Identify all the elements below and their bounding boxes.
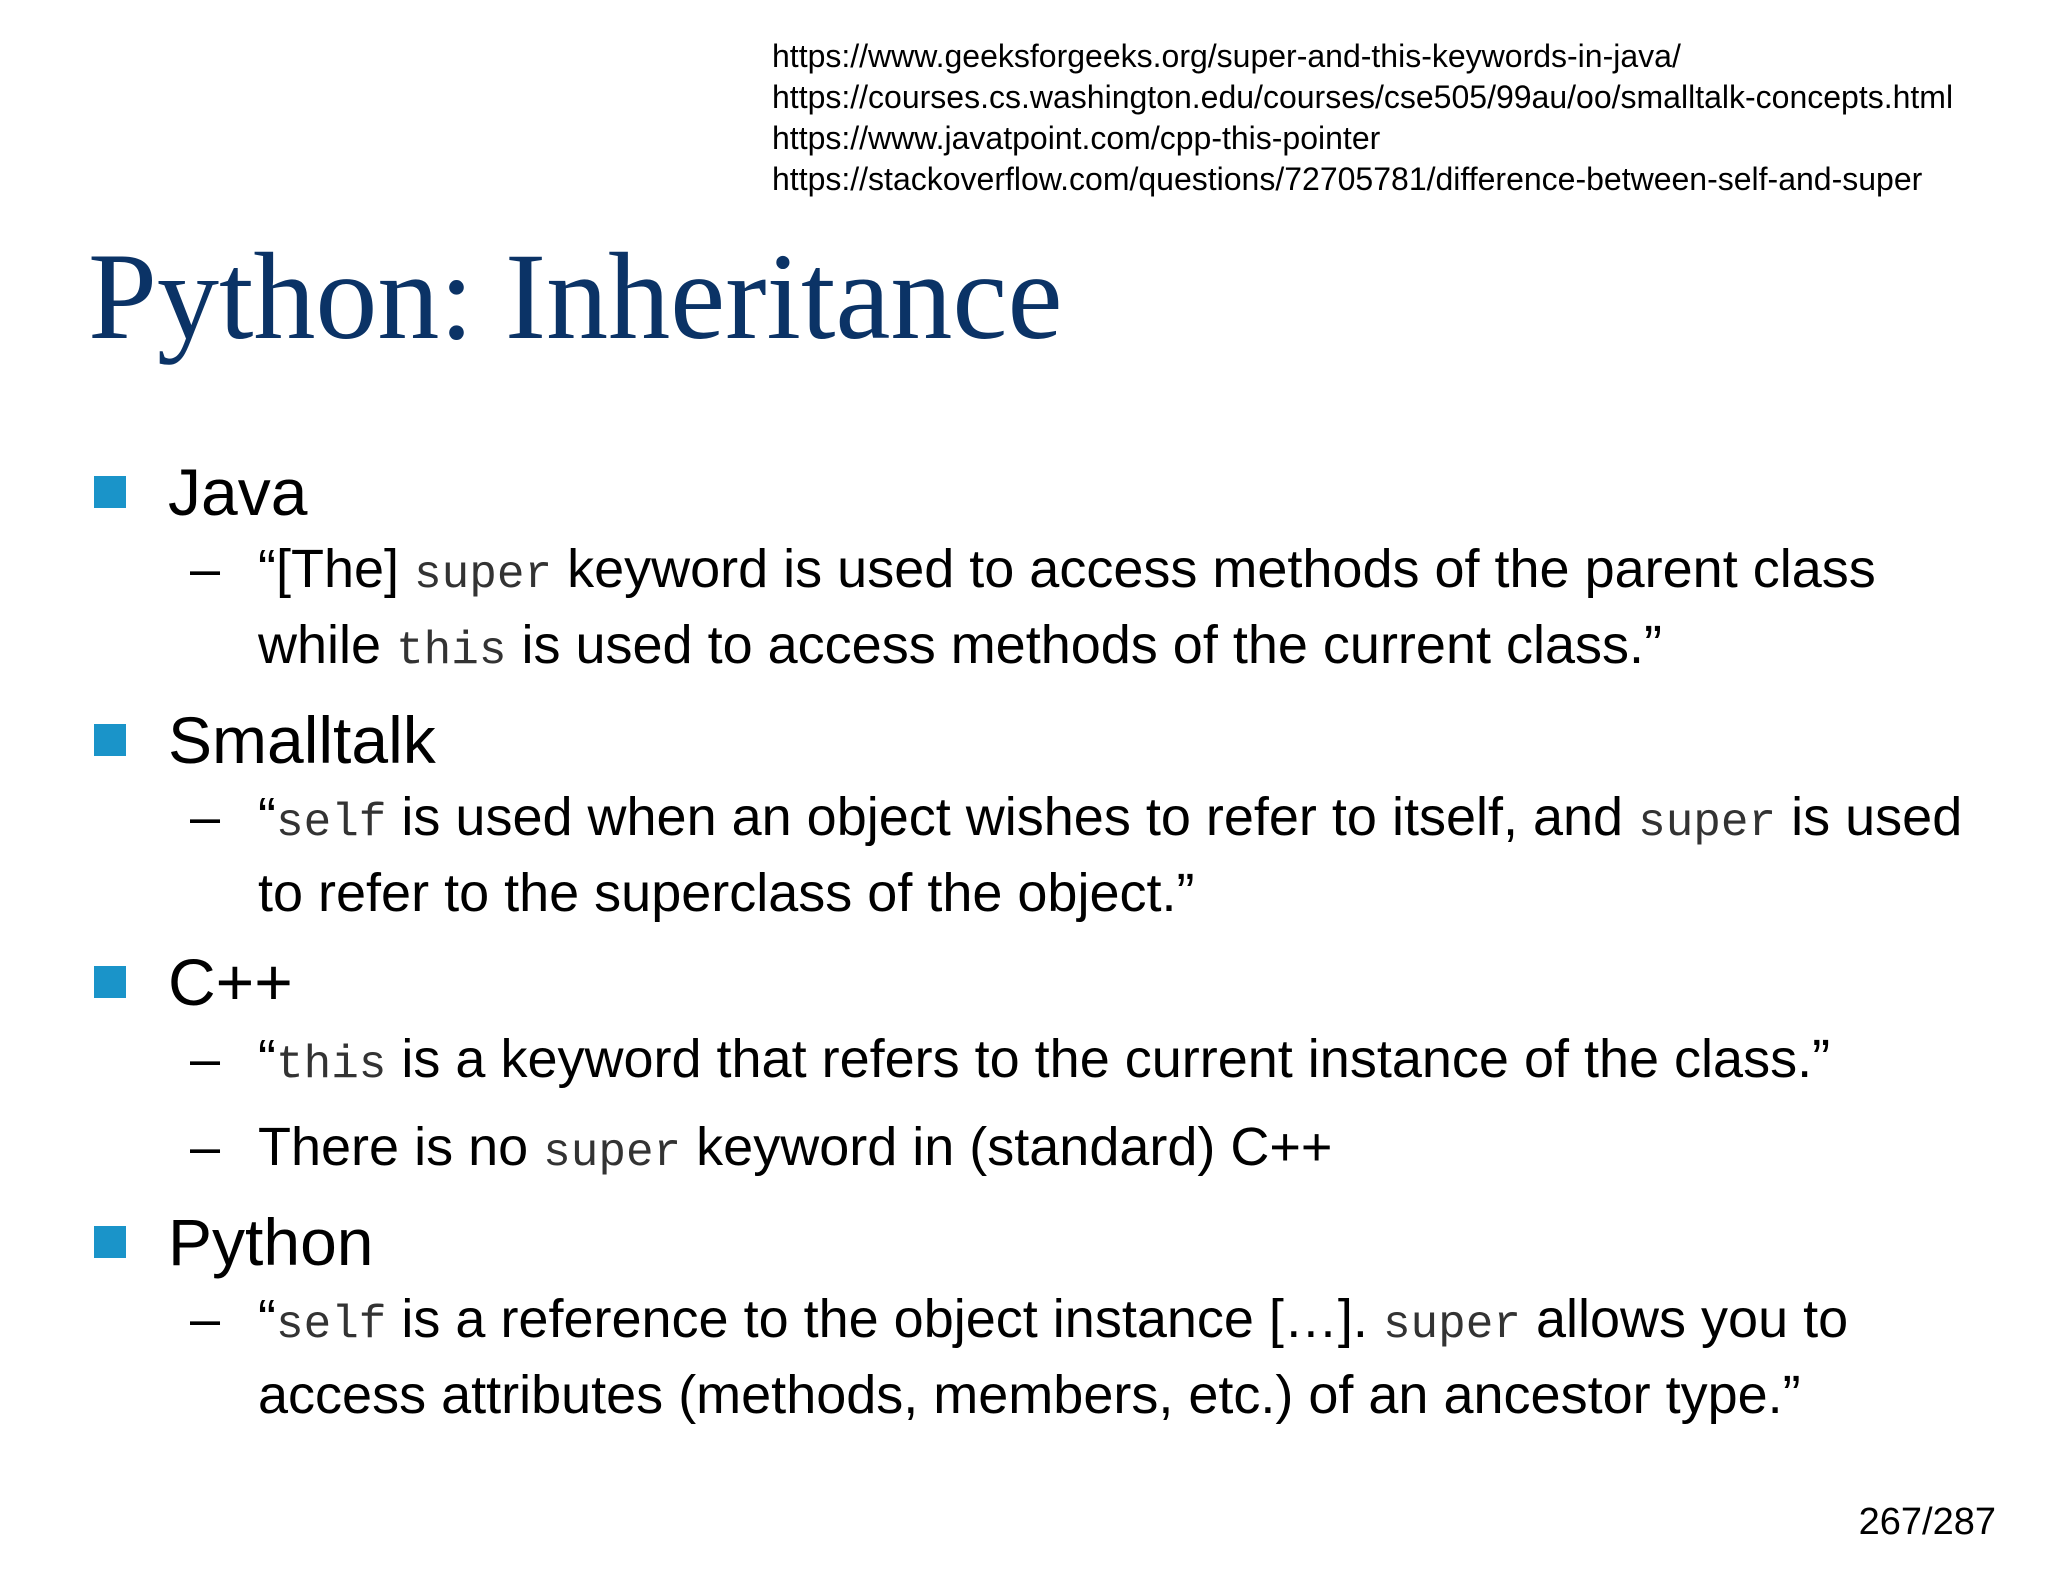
dash-bullet: – (190, 1029, 221, 1089)
quote-text: is a keyword that refers to the current instance of the class.” (386, 1029, 1831, 1089)
quote-text: keyword is used to access methods of the parent class while (258, 539, 1876, 675)
reference-link[interactable]: https://courses.cs.washington.edu/courses/cse505/99au/oo/smalltalk-concepts.html (772, 79, 1954, 115)
quote-text: keyword in (standard) C++ (681, 1117, 1333, 1177)
section-java (0, 450, 2048, 686)
reference-link[interactable]: https://www.geeksforgeeks.org/super-and-this-keywords-in-java/ (772, 38, 1681, 74)
bullet-heading: Java (168, 455, 308, 529)
quote-text: “[The] (258, 539, 415, 599)
bullet-item (0, 1200, 2048, 1284)
sub-bullet (0, 534, 2048, 686)
section-cpp (0, 940, 2048, 1188)
page-number: 267/287 (1858, 1501, 1996, 1543)
bullet-item (0, 450, 2048, 534)
quote-text: “ (258, 1289, 276, 1349)
section-smalltalk (0, 698, 2048, 928)
section-python (0, 1200, 2048, 1430)
quote-text: is used when an object wishes to refer to itself, and (386, 787, 1639, 847)
dash-bullet: – (190, 787, 221, 847)
quote-text: is used to access methods of the current class.” (506, 615, 1662, 675)
bullet-item (0, 940, 2048, 1024)
code-keyword: super (414, 549, 553, 601)
sub-bullet (0, 1024, 2048, 1100)
bullet-heading: Smalltalk (168, 703, 436, 777)
sub-bullet (0, 1284, 2048, 1430)
square-bullet-icon (94, 476, 126, 508)
bullet-item (0, 698, 2048, 782)
quote-text: allows you to access attributes (methods, members, etc.) of an ancestor type.” (258, 1289, 1849, 1425)
square-bullet-icon (94, 724, 126, 756)
reference-links (772, 36, 1953, 200)
code-keyword: super (543, 1127, 682, 1179)
code-keyword: super (1382, 1299, 1521, 1351)
sub-bullet (0, 1112, 2048, 1188)
code-keyword: self (275, 1299, 387, 1351)
dash-bullet: – (190, 1117, 221, 1177)
quote-text: is used to refer to the superclass of the object.” (258, 787, 1963, 923)
quote-text: is a reference to the object instance […]. (386, 1289, 1383, 1349)
quote-text: “ (258, 787, 276, 847)
code-keyword: this (275, 1039, 387, 1091)
reference-link[interactable]: https://stackoverflow.com/questions/72705781/difference-between-self-and-super (772, 161, 1923, 197)
bullet-heading: C++ (168, 945, 293, 1019)
bullet-list (0, 450, 2048, 1442)
code-keyword: super (1638, 797, 1777, 849)
reference-link[interactable]: https://www.javatpoint.com/cpp-this-pointer (772, 120, 1381, 156)
sub-bullet (0, 782, 2048, 928)
dash-bullet: – (190, 1289, 221, 1349)
bullet-heading: Python (168, 1205, 374, 1279)
code-keyword: self (275, 797, 387, 849)
dash-bullet: – (190, 539, 221, 599)
quote-text: “ (258, 1029, 276, 1089)
square-bullet-icon (94, 966, 126, 998)
square-bullet-icon (94, 1226, 126, 1258)
quote-text: There is no (258, 1117, 544, 1177)
code-keyword: this (396, 625, 507, 677)
slide-title: Python: Inheritance (88, 228, 1063, 365)
